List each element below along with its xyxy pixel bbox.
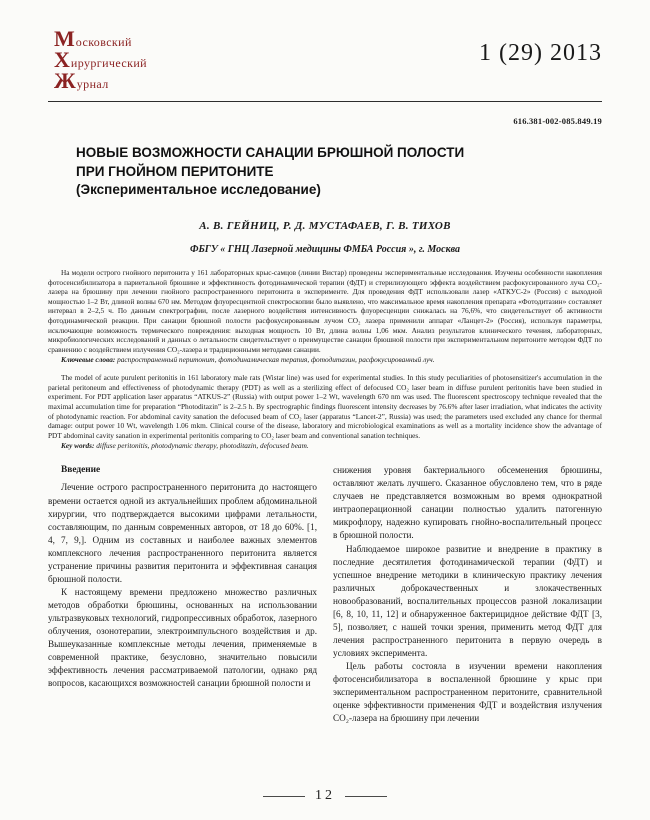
footer-rule-left	[263, 796, 305, 797]
body-paragraph: Наблюдаемое широкое развитие и внедрение в практику в последние десятилетия фотодинамической терапии (ФДТ) и успешное внедрение методики в клиническую практику лечения различных доброкачественных и злокачественных новообразований, воспалительных процессов разной локализации [6, 8, 10, 11, 12] и обнаруженное бактерицидное действие ФДТ [3, 5], позволяет, с нашей точки зрения, применить метод ФДТ для лечения распространенного перитонита в первую очередь в условиях эксперимента.	[333, 543, 602, 658]
journal-logo-line	[54, 68, 147, 93]
article-title-line: НОВЫЕ ВОЗМОЖНОСТИ САНАЦИИ БРЮШНОЙ ПОЛОСТИ	[76, 145, 465, 160]
body-paragraph: К настоящему времени предложено множество различных методов обработки брюшины, основанных на использовании ультразвуковых технологий, гидропрессивных обработок, лазерного облучения, озонотерапии, электроимпульсного воздействия и др. Вышеуказанные комплексные методы лечения, применяемые в современной практике, безусловно, значительно повысили эффективность лечения рассматриваемой патологии, однако ряд вопросов, касающихся возможностей санации брюшной полости и	[48, 586, 317, 689]
section-heading-introduction: Введение	[61, 465, 101, 476]
abstract-english	[48, 373, 602, 450]
page-header	[48, 26, 602, 93]
article-title	[76, 144, 602, 200]
page-number: 12	[315, 788, 335, 803]
journal-logo-initial: Ж	[54, 68, 76, 93]
journal-logo-initial: Х	[54, 47, 70, 72]
keywords-russian	[48, 355, 602, 365]
authors-line: А. В. ГЕЙНИЦ, Р. Д. МУСТАФАЕВ, Г. В. ТИХОВ	[199, 219, 451, 232]
header-divider	[48, 101, 602, 102]
footer-rule-right	[345, 796, 387, 797]
affiliation-line: ФБГУ « ГНЦ Лазерной медицины ФМБА Россия », г. Москва	[189, 243, 461, 255]
journal-logo	[54, 26, 147, 93]
journal-logo-word: урнал	[76, 77, 109, 91]
keywords-russian-text: распространенный перитонит, фотодинамическая терапия, фотодитазин, расфокусированный луч.	[115, 354, 435, 364]
journal-logo-initial: М	[54, 26, 75, 51]
issue-number: 1 (29) 2013	[479, 40, 602, 66]
body-paragraph: Цель работы состояла в изучении времени накопления фотосенсибилизатора в воспаленной брюшине у крыс при экспериментальном распространенном перитоните, сравнительной оценке эффективности применения ФДТ и воздействия излучения СО₂-лазера на брюшину при лечении	[333, 661, 602, 724]
abstract-russian-text: На модели острого гнойного перитонита у 161 лабораторных крыс-самцов (линии Вистар) проведены экспериментальные исследования. Изучены особенности накопления фотосенсибилизатора в париетальной брюшине и эффективность фотодинамической терапии (ФДТ) и стерилизующего эффекта воздействием расфокусированного луча СО₂-лазера на брюшину при лечении гнойного распространенного перитонита в эксперименте. Для проведения ФДТ использовали лазер «АТКУС-2» (Россия) с выходной мощностью 1–2 Вт, длиной волны 670 нм. Методом флуоресцентной спектроскопии было выявлено, что максимальное время накопления препарата «Фотодитазин» составляет интервал в 2–2,5 ч. По данным спектрографии, после лазерного воздействия интенсивность флуоресценции снижалась на 76,6%, что свидетельствует об активности фотодинамической реакции. При санации брюшной полости расфокусированным лучом СО₂ лазера применили аппарат «Ланцет-2» (Россия), используя параметры, исключающие возможность термического повреждения: выходная мощность 10 Вт, длина волны 1,06 мкм. Анализ результатов клинического течения, лабораторных, микробиологических исследований и данных о летальности свидетельствует о преимуществе санации брюшной полости при экспериментальном перитоните методом ФДТ по сравнению с воздействием излучения СО₂-лазера и традиционными методами санации.	[48, 267, 602, 354]
body-paragraph: снижения уровня бактериального обсеменения брюшины, оставляют желать лучшего. Сказанное обусловлено тем, что в ряде случаев не представляется возможным во время однократной интраоперационной санации полностью удалить патогенную микрофлору, надежно купировать гнойно-воспалительный процесс в брюшной полости.	[333, 465, 602, 541]
body-column-left	[48, 464, 317, 725]
keywords-english-label: Key words:	[61, 440, 95, 450]
body-column-right	[333, 464, 602, 725]
keywords-english	[48, 441, 602, 451]
abstract-russian	[48, 268, 602, 364]
keywords-russian-label: Ключевые слова:	[61, 354, 116, 364]
udc-code: 616.381-002-085.849.19	[513, 116, 602, 126]
journal-logo-word: ирургический	[70, 56, 147, 70]
page-footer	[0, 788, 650, 804]
article-title-line: ПРИ ГНОЙНОМ ПЕРИТОНИТЕ	[76, 163, 274, 179]
article-title-line: (Экспериментальное исследование)	[76, 182, 321, 198]
journal-logo-word: осковский	[75, 35, 132, 49]
abstract-english-text: The model of acute purulent peritonitis in 161 laboratory male rats (Wistar line) was used for experimental studies. In this study peculiarities of photosensitizer's accumulation in the parietal peritoneum and effectiveness of photodynamic therapy (PDT) as well as a sterilizing effect of defocused CO₂ laser beam in diffuse purulent peritonitis have been studied in experiment. For PDT application laser apparatus “ATKUS-2” (Russia) with output power 1–2 Wt, wavelength 670 nm was used. The fluorescent spectroscopy technique revealed that the maximal accumulation time for preparation “Photoditazin” is 2–2.5 h. By spectrographic findings fluorescent intensity decreases by 76.6% after laser irradiation, what indicates the activity of photodynamic reaction. For abdominal cavity sanation the defocused beam of CO₂ laser (apparatus “Lancet-2”, Russia) was used; the parameters used excluded any chance for thermal damage: output power 10 Wt, wavelength 1.06 mkm. Clinical course of the disease, laboratory and microbiological examinations as well as a mortality incidence show the advantage of PDT abdominal cavity sanation in experimental peritonitis comparing to CO₂ laser beam and conventional sanation techniques.	[48, 373, 602, 440]
body-paragraph: Лечение острого распространенного перитонита до настоящего времени остается одной из актуальнейших проблем абдоминальной хирургии, что подтверждается высокими цифрами летальности, составляющим, по данным современных авторов, от 18 до 60%. [1, 4, 7, 9,]. Одним из составных и наиболее важных элементов комплексного лечения распространенного перитонита является устранение причины развития перитонита и эффективная санация брюшной полости.	[48, 482, 317, 584]
article-body	[48, 464, 602, 725]
keywords-english-text: diffuse peritonitis, photodynamic therapy, photoditazin, defocused beam.	[94, 440, 309, 450]
